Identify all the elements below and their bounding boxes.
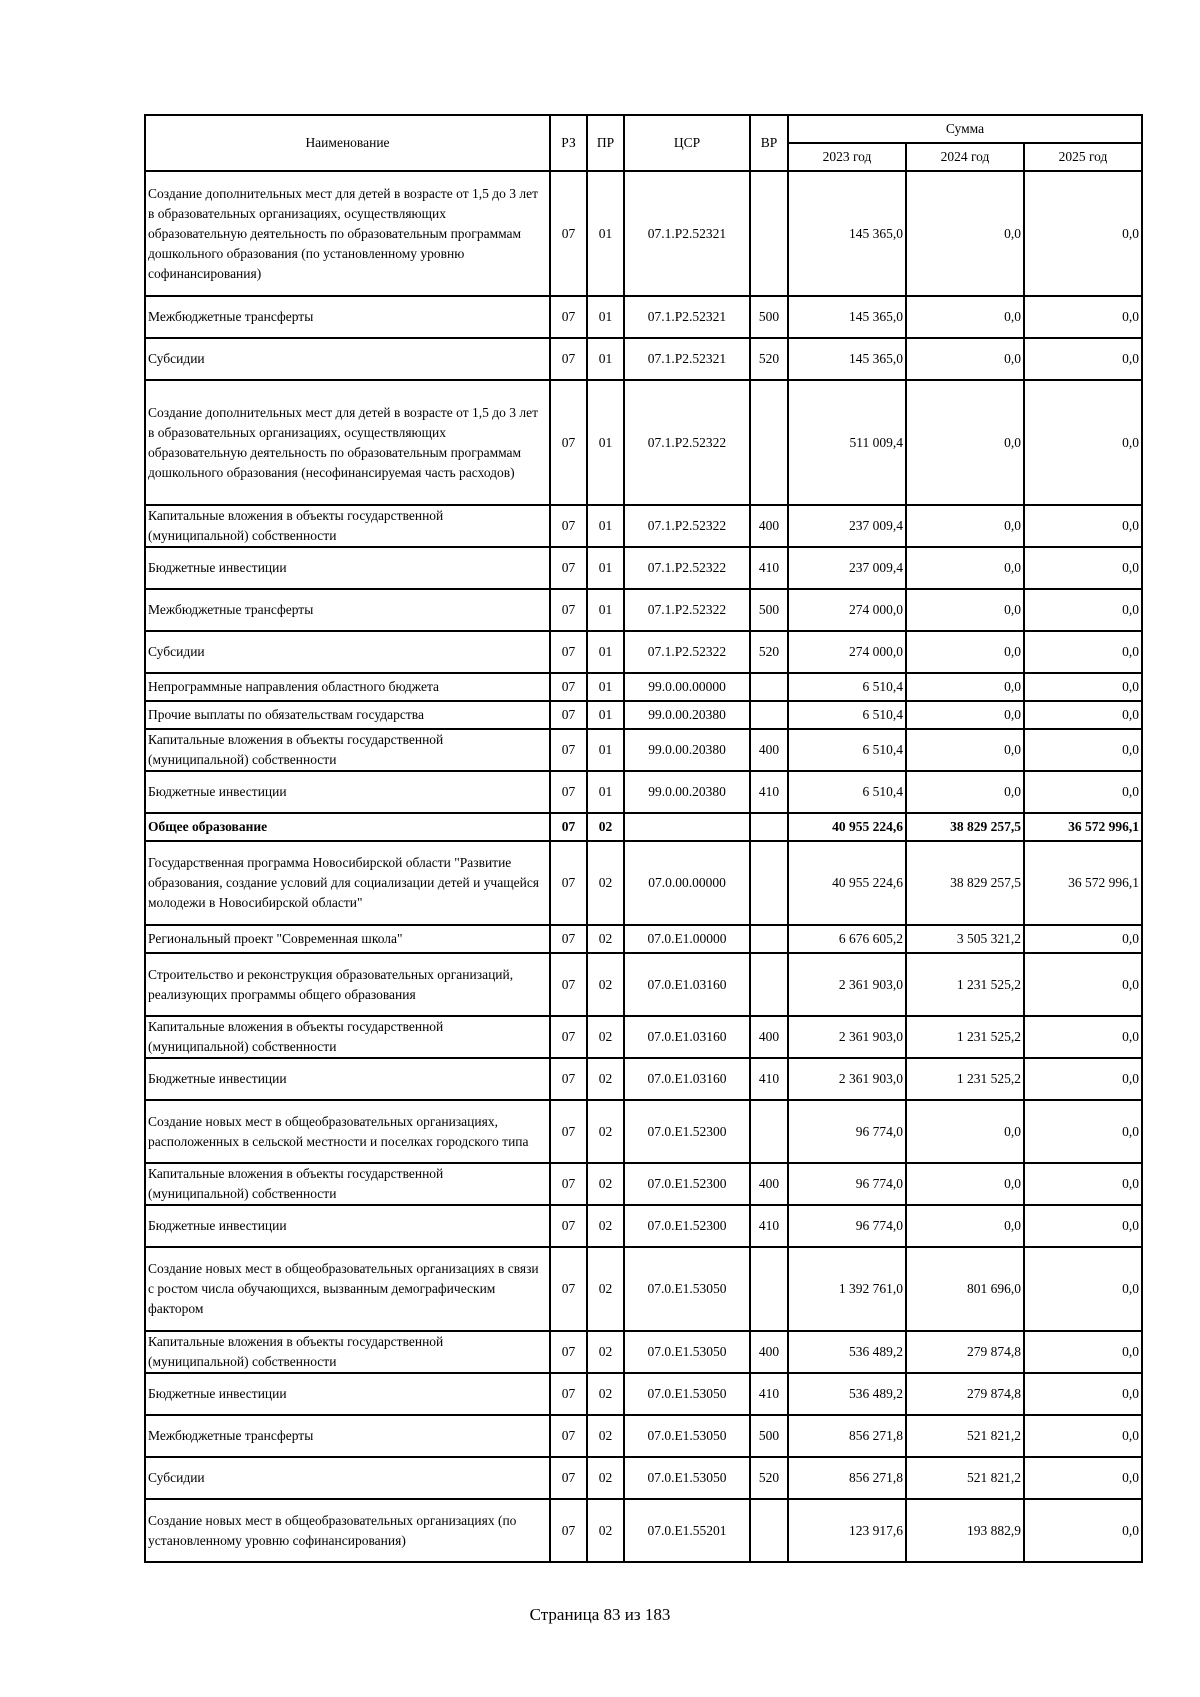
cell-csr: 99.0.00.20380	[624, 771, 750, 813]
cell-pr: 02	[587, 1205, 624, 1247]
cell-pr: 02	[587, 1457, 624, 1499]
cell-name: Капитальные вложения в объекты государственной (муниципальной) собственности	[145, 729, 550, 771]
cell-2023: 6 510,4	[788, 729, 906, 771]
table-row	[145, 1457, 1142, 1499]
cell-rz: 07	[550, 673, 587, 701]
cell-2025: 0,0	[1024, 1163, 1142, 1205]
cell-rz: 07	[550, 701, 587, 729]
cell-rz: 07	[550, 1016, 587, 1058]
cell-vr: 410	[750, 547, 788, 589]
cell-csr: 07.0.Е1.52300	[624, 1205, 750, 1247]
cell-name: Бюджетные инвестиции	[145, 1205, 550, 1247]
table-body	[145, 171, 1142, 1562]
cell-csr: 07.0.Е1.03160	[624, 1016, 750, 1058]
budget-table	[144, 114, 1143, 1563]
table-row	[145, 171, 1142, 296]
cell-vr: 410	[750, 1373, 788, 1415]
cell-csr: 07.1.Р2.52322	[624, 631, 750, 673]
cell-2025: 36 572 996,1	[1024, 813, 1142, 841]
table-row	[145, 1058, 1142, 1100]
cell-pr: 02	[587, 813, 624, 841]
cell-pr: 02	[587, 1163, 624, 1205]
cell-name: Региональный проект "Современная школа"	[145, 925, 550, 953]
cell-vr: 400	[750, 1016, 788, 1058]
cell-rz: 07	[550, 813, 587, 841]
cell-2024: 0,0	[906, 589, 1024, 631]
cell-vr	[750, 813, 788, 841]
cell-2025: 0,0	[1024, 925, 1142, 953]
table-row	[145, 631, 1142, 673]
cell-rz: 07	[550, 771, 587, 813]
cell-vr	[750, 673, 788, 701]
cell-name: Создание дополнительных мест для детей в возрасте от 1,5 до 3 лет в образовательных организациях, осуществляющих образовательную деятельность по образовательным программам дошкольного образования (несофинансируемая часть расходов)	[145, 380, 550, 505]
header-name: Наименование	[145, 115, 550, 171]
cell-vr: 520	[750, 1457, 788, 1499]
cell-name: Капитальные вложения в объекты государственной (муниципальной) собственности	[145, 1331, 550, 1373]
cell-vr: 410	[750, 1205, 788, 1247]
table-row	[145, 1331, 1142, 1373]
cell-pr: 02	[587, 841, 624, 925]
cell-pr: 01	[587, 338, 624, 380]
cell-2024: 279 874,8	[906, 1373, 1024, 1415]
cell-name: Капитальные вложения в объекты государственной (муниципальной) собственности	[145, 1163, 550, 1205]
cell-pr: 01	[587, 631, 624, 673]
cell-2023: 237 009,4	[788, 505, 906, 547]
table-row	[145, 925, 1142, 953]
cell-2023: 96 774,0	[788, 1163, 906, 1205]
cell-2024: 1 231 525,2	[906, 1016, 1024, 1058]
cell-csr: 07.1.Р2.52321	[624, 296, 750, 338]
cell-2024: 1 231 525,2	[906, 953, 1024, 1016]
cell-2025: 0,0	[1024, 171, 1142, 296]
cell-csr: 07.1.Р2.52322	[624, 547, 750, 589]
cell-2024: 193 882,9	[906, 1499, 1024, 1562]
cell-rz: 07	[550, 841, 587, 925]
cell-rz: 07	[550, 338, 587, 380]
table-row	[145, 729, 1142, 771]
cell-pr: 02	[587, 1247, 624, 1331]
table-row	[145, 1499, 1142, 1562]
cell-csr: 07.0.Е1.55201	[624, 1499, 750, 1562]
cell-csr: 07.0.Е1.53050	[624, 1331, 750, 1373]
cell-pr: 01	[587, 771, 624, 813]
cell-2024: 0,0	[906, 296, 1024, 338]
cell-csr: 07.1.Р2.52322	[624, 589, 750, 631]
cell-rz: 07	[550, 1247, 587, 1331]
table-row	[145, 771, 1142, 813]
cell-vr: 400	[750, 1163, 788, 1205]
cell-pr: 01	[587, 380, 624, 505]
cell-2023: 6 510,4	[788, 673, 906, 701]
table-row	[145, 589, 1142, 631]
table-row	[145, 1163, 1142, 1205]
cell-rz: 07	[550, 1415, 587, 1457]
cell-2024: 0,0	[906, 1205, 1024, 1247]
cell-2024: 3 505 321,2	[906, 925, 1024, 953]
cell-pr: 01	[587, 296, 624, 338]
header-2023: 2023 год	[788, 143, 906, 171]
cell-2025: 0,0	[1024, 1499, 1142, 1562]
cell-2025: 0,0	[1024, 547, 1142, 589]
cell-2023: 511 009,4	[788, 380, 906, 505]
cell-rz: 07	[550, 1499, 587, 1562]
table-row	[145, 1100, 1142, 1163]
cell-2025: 0,0	[1024, 729, 1142, 771]
cell-rz: 07	[550, 631, 587, 673]
header-pr: ПР	[587, 115, 624, 171]
table-row	[145, 296, 1142, 338]
cell-rz: 07	[550, 1163, 587, 1205]
cell-2025: 0,0	[1024, 701, 1142, 729]
cell-name: Бюджетные инвестиции	[145, 1373, 550, 1415]
cell-2025: 0,0	[1024, 1331, 1142, 1373]
cell-pr: 01	[587, 505, 624, 547]
table-row	[145, 701, 1142, 729]
cell-csr	[624, 813, 750, 841]
cell-2024: 0,0	[906, 701, 1024, 729]
cell-pr: 02	[587, 1016, 624, 1058]
cell-2025: 0,0	[1024, 589, 1142, 631]
cell-2024: 279 874,8	[906, 1331, 1024, 1373]
cell-rz: 07	[550, 1457, 587, 1499]
cell-2023: 6 510,4	[788, 771, 906, 813]
cell-2025: 0,0	[1024, 1205, 1142, 1247]
cell-2023: 6 676 605,2	[788, 925, 906, 953]
cell-pr: 01	[587, 171, 624, 296]
cell-pr: 01	[587, 701, 624, 729]
cell-vr	[750, 380, 788, 505]
cell-2024: 38 829 257,5	[906, 813, 1024, 841]
cell-vr: 400	[750, 505, 788, 547]
cell-csr: 07.1.Р2.52321	[624, 171, 750, 296]
table-row	[145, 1373, 1142, 1415]
cell-vr	[750, 1247, 788, 1331]
cell-name: Создание новых мест в общеобразовательных организациях в связи с ростом числа обучающихся, вызванным демографическим фактором	[145, 1247, 550, 1331]
cell-2025: 0,0	[1024, 338, 1142, 380]
cell-2023: 274 000,0	[788, 631, 906, 673]
cell-2025: 36 572 996,1	[1024, 841, 1142, 925]
cell-2025: 0,0	[1024, 505, 1142, 547]
cell-name: Капитальные вложения в объекты государственной (муниципальной) собственности	[145, 505, 550, 547]
cell-vr: 520	[750, 338, 788, 380]
cell-vr: 500	[750, 296, 788, 338]
cell-2023: 237 009,4	[788, 547, 906, 589]
cell-name: Капитальные вложения в объекты государственной (муниципальной) собственности	[145, 1016, 550, 1058]
cell-rz: 07	[550, 729, 587, 771]
cell-pr: 02	[587, 925, 624, 953]
cell-2025: 0,0	[1024, 1373, 1142, 1415]
cell-name: Общее образование	[145, 813, 550, 841]
table-row	[145, 1016, 1142, 1058]
table-row	[145, 953, 1142, 1016]
page-number: Страница 83 из 183	[529, 1605, 671, 1624]
cell-2025: 0,0	[1024, 1016, 1142, 1058]
cell-vr	[750, 925, 788, 953]
cell-2025: 0,0	[1024, 631, 1142, 673]
cell-2024: 521 821,2	[906, 1415, 1024, 1457]
cell-name: Субсидии	[145, 338, 550, 380]
cell-rz: 07	[550, 1058, 587, 1100]
cell-csr: 07.0.Е1.03160	[624, 1058, 750, 1100]
table-row	[145, 813, 1142, 841]
cell-2023: 145 365,0	[788, 171, 906, 296]
table-row	[145, 547, 1142, 589]
cell-2023: 856 271,8	[788, 1457, 906, 1499]
cell-name: Межбюджетные трансферты	[145, 589, 550, 631]
cell-name: Бюджетные инвестиции	[145, 771, 550, 813]
cell-vr: 410	[750, 1058, 788, 1100]
cell-2024: 0,0	[906, 505, 1024, 547]
cell-vr	[750, 701, 788, 729]
cell-csr: 07.0.Е1.03160	[624, 953, 750, 1016]
header-sum: Сумма	[788, 115, 1142, 143]
cell-rz: 07	[550, 171, 587, 296]
cell-rz: 07	[550, 547, 587, 589]
header-rz: РЗ	[550, 115, 587, 171]
table-row	[145, 380, 1142, 505]
table-row	[145, 1205, 1142, 1247]
cell-csr: 07.0.00.00000	[624, 841, 750, 925]
cell-pr: 01	[587, 673, 624, 701]
cell-csr: 07.0.Е1.53050	[624, 1457, 750, 1499]
cell-name: Создание дополнительных мест для детей в возрасте от 1,5 до 3 лет в образовательных организациях, осуществляющих образовательную деятельность по образовательным программам дошкольного образования (по установленному уровню софинансирования)	[145, 171, 550, 296]
cell-2023: 145 365,0	[788, 296, 906, 338]
cell-2023: 96 774,0	[788, 1205, 906, 1247]
cell-2024: 0,0	[906, 631, 1024, 673]
table-row	[145, 505, 1142, 547]
cell-name: Государственная программа Новосибирской области "Развитие образования, создание условий для социализации детей и учащейся молодежи в Новосибирской области"	[145, 841, 550, 925]
table-row	[145, 1415, 1142, 1457]
cell-pr: 02	[587, 1331, 624, 1373]
cell-pr: 02	[587, 1415, 624, 1457]
cell-pr: 01	[587, 547, 624, 589]
cell-2024: 0,0	[906, 1100, 1024, 1163]
cell-2024: 0,0	[906, 673, 1024, 701]
cell-rz: 07	[550, 953, 587, 1016]
cell-vr	[750, 953, 788, 1016]
cell-2025: 0,0	[1024, 1457, 1142, 1499]
table-row	[145, 673, 1142, 701]
cell-vr	[750, 171, 788, 296]
cell-2023: 536 489,2	[788, 1331, 906, 1373]
cell-csr: 99.0.00.00000	[624, 673, 750, 701]
cell-vr: 500	[750, 1415, 788, 1457]
cell-name: Бюджетные инвестиции	[145, 547, 550, 589]
cell-2024: 0,0	[906, 1163, 1024, 1205]
cell-rz: 07	[550, 1205, 587, 1247]
cell-csr: 99.0.00.20380	[624, 701, 750, 729]
cell-2023: 2 361 903,0	[788, 953, 906, 1016]
cell-vr: 400	[750, 1331, 788, 1373]
cell-2025: 0,0	[1024, 771, 1142, 813]
cell-csr: 07.0.Е1.00000	[624, 925, 750, 953]
cell-pr: 02	[587, 953, 624, 1016]
cell-pr: 02	[587, 1058, 624, 1100]
cell-2023: 856 271,8	[788, 1415, 906, 1457]
cell-2025: 0,0	[1024, 296, 1142, 338]
cell-2023: 536 489,2	[788, 1373, 906, 1415]
header-csr: ЦСР	[624, 115, 750, 171]
cell-csr: 07.0.Е1.53050	[624, 1415, 750, 1457]
cell-pr: 02	[587, 1499, 624, 1562]
table-row	[145, 338, 1142, 380]
cell-rz: 07	[550, 296, 587, 338]
cell-2023: 2 361 903,0	[788, 1058, 906, 1100]
cell-name: Строительство и реконструкция образовательных организаций, реализующих программы общего образования	[145, 953, 550, 1016]
cell-vr: 500	[750, 589, 788, 631]
cell-2024: 0,0	[906, 380, 1024, 505]
cell-2023: 40 955 224,6	[788, 813, 906, 841]
cell-2024: 1 231 525,2	[906, 1058, 1024, 1100]
cell-2025: 0,0	[1024, 380, 1142, 505]
cell-rz: 07	[550, 505, 587, 547]
cell-vr: 400	[750, 729, 788, 771]
cell-vr	[750, 1100, 788, 1163]
header-2024: 2024 год	[906, 143, 1024, 171]
cell-csr: 07.0.Е1.53050	[624, 1247, 750, 1331]
cell-2025: 0,0	[1024, 1058, 1142, 1100]
cell-csr: 07.1.Р2.52322	[624, 505, 750, 547]
header-2025: 2025 год	[1024, 143, 1142, 171]
cell-pr: 02	[587, 1373, 624, 1415]
cell-name: Бюджетные инвестиции	[145, 1058, 550, 1100]
cell-rz: 07	[550, 1331, 587, 1373]
cell-2023: 145 365,0	[788, 338, 906, 380]
cell-name: Непрограммные направления областного бюджета	[145, 673, 550, 701]
cell-name: Прочие выплаты по обязательствам государства	[145, 701, 550, 729]
cell-2023: 96 774,0	[788, 1100, 906, 1163]
cell-rz: 07	[550, 380, 587, 505]
cell-2024: 0,0	[906, 171, 1024, 296]
cell-2023: 1 392 761,0	[788, 1247, 906, 1331]
cell-csr: 07.1.Р2.52321	[624, 338, 750, 380]
table-row	[145, 841, 1142, 925]
cell-2024: 0,0	[906, 729, 1024, 771]
cell-2024: 521 821,2	[906, 1457, 1024, 1499]
cell-2023: 274 000,0	[788, 589, 906, 631]
cell-2025: 0,0	[1024, 1247, 1142, 1331]
cell-csr: 99.0.00.20380	[624, 729, 750, 771]
cell-rz: 07	[550, 589, 587, 631]
cell-vr	[750, 841, 788, 925]
cell-csr: 07.1.Р2.52322	[624, 380, 750, 505]
cell-pr: 01	[587, 589, 624, 631]
cell-2023: 2 361 903,0	[788, 1016, 906, 1058]
cell-2024: 0,0	[906, 338, 1024, 380]
cell-rz: 07	[550, 1100, 587, 1163]
cell-2023: 6 510,4	[788, 701, 906, 729]
cell-2024: 801 696,0	[906, 1247, 1024, 1331]
table-row	[145, 1247, 1142, 1331]
header-vr: ВР	[750, 115, 788, 171]
cell-csr: 07.0.Е1.52300	[624, 1163, 750, 1205]
cell-2024: 0,0	[906, 771, 1024, 813]
cell-vr: 520	[750, 631, 788, 673]
cell-2025: 0,0	[1024, 1415, 1142, 1457]
cell-pr: 01	[587, 729, 624, 771]
cell-vr	[750, 1499, 788, 1562]
cell-2025: 0,0	[1024, 1100, 1142, 1163]
cell-csr: 07.0.Е1.53050	[624, 1373, 750, 1415]
cell-name: Создание новых мест в общеобразовательных организациях, расположенных в сельской местности и поселках городского типа	[145, 1100, 550, 1163]
cell-2023: 40 955 224,6	[788, 841, 906, 925]
cell-2023: 123 917,6	[788, 1499, 906, 1562]
cell-vr: 410	[750, 771, 788, 813]
cell-csr: 07.0.Е1.52300	[624, 1100, 750, 1163]
cell-rz: 07	[550, 1373, 587, 1415]
cell-2025: 0,0	[1024, 953, 1142, 1016]
cell-2024: 38 829 257,5	[906, 841, 1024, 925]
cell-name: Субсидии	[145, 1457, 550, 1499]
cell-2025: 0,0	[1024, 673, 1142, 701]
cell-2024: 0,0	[906, 547, 1024, 589]
cell-name: Межбюджетные трансферты	[145, 296, 550, 338]
table-header	[145, 115, 1142, 171]
cell-name: Создание новых мест в общеобразовательных организациях (по установленному уровню софинансирования)	[145, 1499, 550, 1562]
cell-pr: 02	[587, 1100, 624, 1163]
cell-name: Субсидии	[145, 631, 550, 673]
cell-name: Межбюджетные трансферты	[145, 1415, 550, 1457]
cell-rz: 07	[550, 925, 587, 953]
